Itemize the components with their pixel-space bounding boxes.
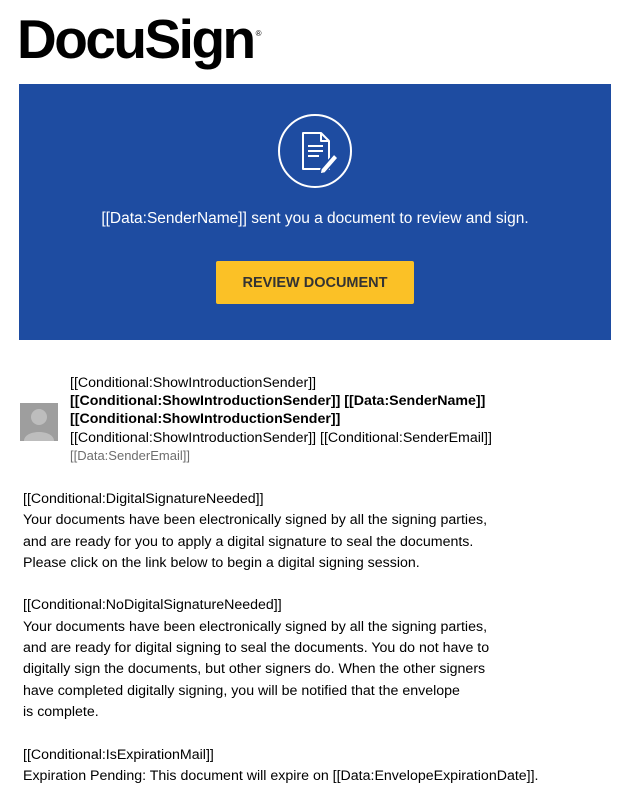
no-digital-needed-line: is complete. <box>23 703 99 720</box>
digital-needed-tag: [[Conditional:DigitalSignatureNeeded]] <box>23 491 264 507</box>
expiration-tag: [[Conditional:IsExpirationMail]] <box>23 746 214 763</box>
expiration-line: Expiration Pending: This document will expire on [[Data:EnvelopeExpirationDate]]. <box>23 767 539 784</box>
logo-text: DocuSign <box>17 8 254 70</box>
sender-info <box>70 374 492 465</box>
no-digital-needed-line: Your documents have been electronically signed by all the signing parties, <box>23 618 488 635</box>
digital-needed-line: Please click on the link below to begin a digital signing session. <box>23 554 420 571</box>
banner-message: [[Data:SenderName]] sent you a document to review and sign. <box>101 210 529 227</box>
sender-line-1: [[Conditional:ShowIntroductionSender]] <box>70 375 317 391</box>
spacer <box>23 574 613 595</box>
digital-needed-line: Your documents have been electronically signed by all the signing parties, <box>23 512 488 529</box>
document-signing-icon <box>277 113 353 189</box>
sender-line-2: [[Conditional:ShowIntroductionSender]] [[Data:SenderName]] <box>70 393 486 410</box>
user-avatar-icon <box>20 403 58 441</box>
no-digital-needed-tag: [[Conditional:NoDigitalSignatureNeeded]] <box>23 597 282 614</box>
sender-email: [[Data:SenderEmail]] <box>70 447 190 463</box>
no-digital-needed-line: and are ready for digital signing to seal the documents. You do not have to <box>23 640 490 657</box>
no-digital-needed-line: have completed digitally signing, you will be notified that the envelope <box>23 682 460 699</box>
spacer <box>23 723 613 744</box>
sender-avatar <box>20 403 58 441</box>
digital-needed-line: and are ready for you to apply a digital signature to seal the documents. <box>23 533 474 550</box>
no-digital-needed-line: digitally sign the documents, but other signers do. When the other signers <box>23 661 486 678</box>
notification-banner <box>19 84 611 340</box>
sender-line-3: [[Conditional:ShowIntroductionSender]] <box>70 411 341 428</box>
registered-mark: ® <box>255 29 262 38</box>
sender-line-4: [[Conditional:ShowIntroductionSender]] [[Conditional:SenderEmail]] <box>70 429 492 446</box>
email-body <box>23 489 613 787</box>
review-document-button[interactable]: REVIEW DOCUMENT <box>216 261 414 304</box>
docusign-logo <box>17 8 262 70</box>
